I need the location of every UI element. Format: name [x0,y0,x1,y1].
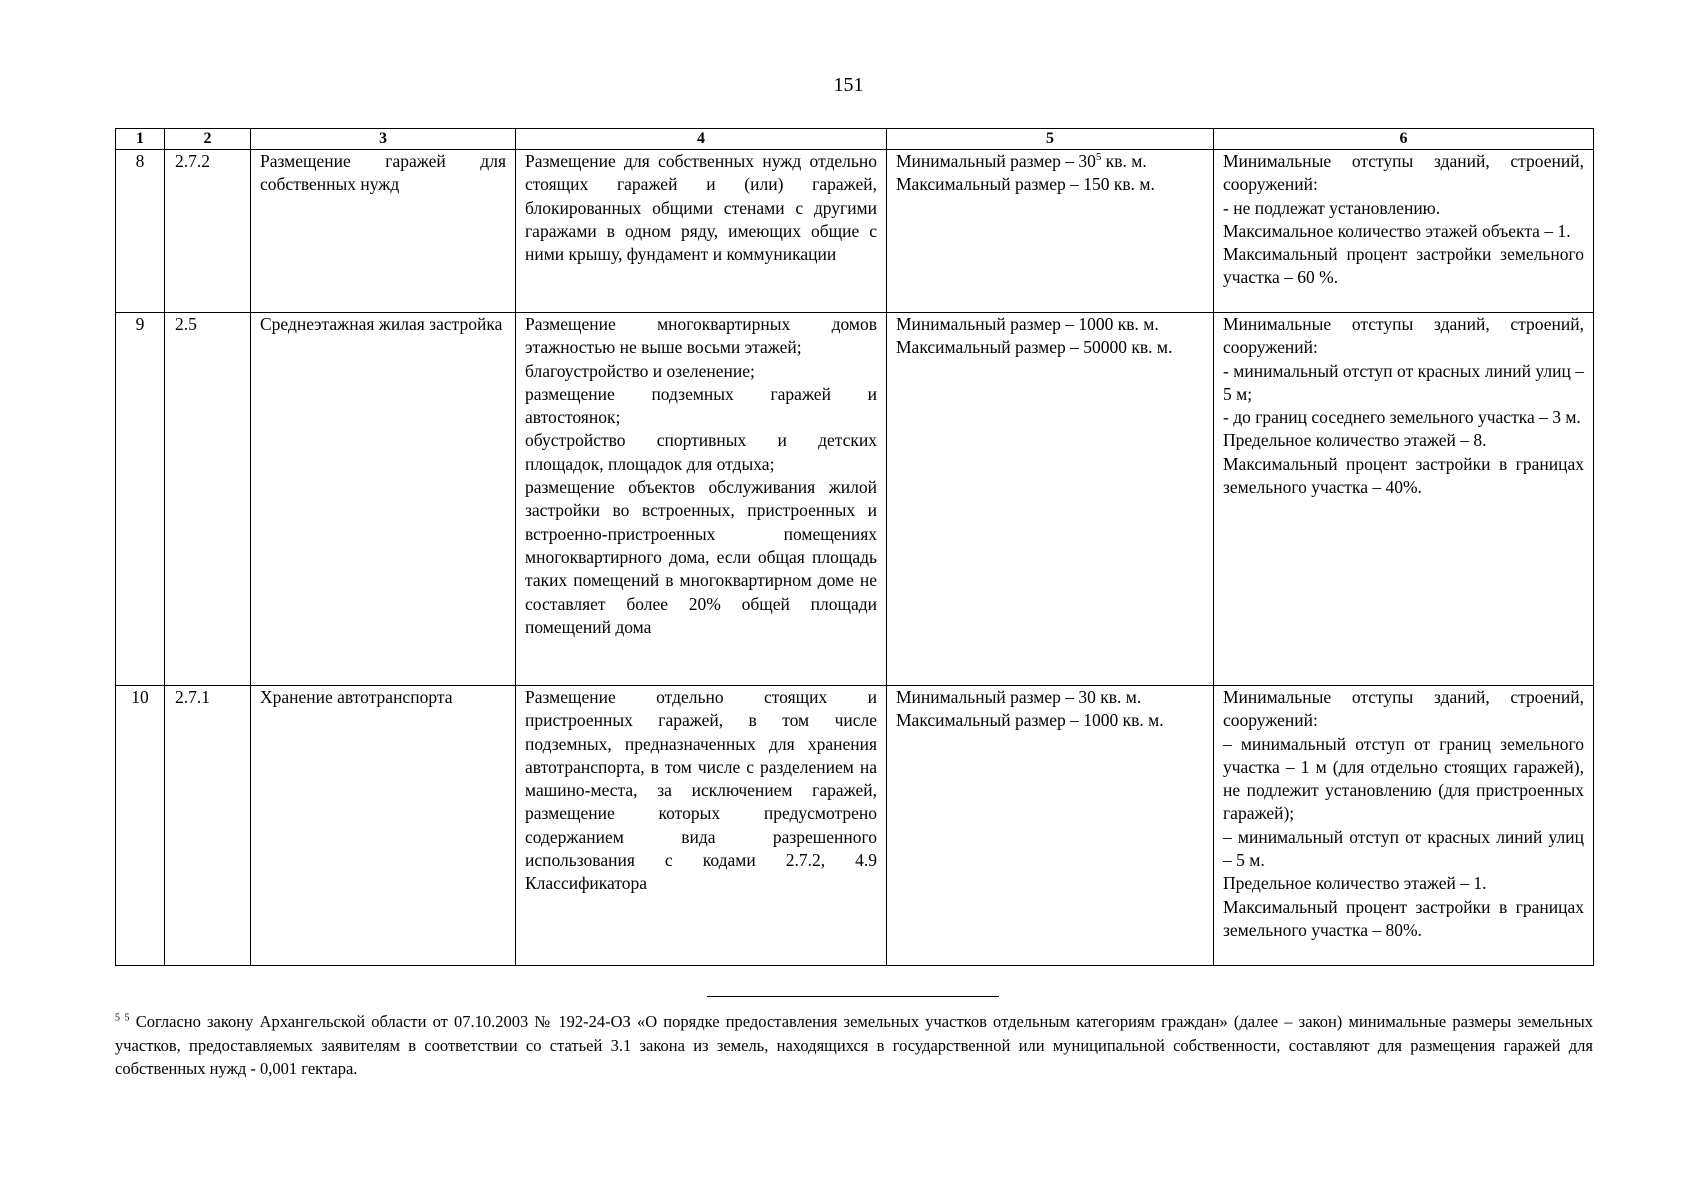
row-number: 10 [116,686,165,966]
max-size: Максимальный размер – 1000 кв. м. [896,710,1164,731]
max-size: Максимальный размер – 50000 кв. м. [896,337,1173,358]
min-size-text: Минимальный размер – 30 [896,151,1096,171]
build-params [1214,150,1594,313]
param-line: – минимальный отступ от границ земельного участка – 1 м (для отдельно стоящих гаражей), не подлежит установлению (для пристроенных гаражей); [1223,733,1584,824]
param-line: Минимальные отступы зданий, строений, сооружений: [1223,314,1584,358]
param-line: – минимальный отступ от красных линий улиц – 5 м. [1223,826,1584,871]
min-size [896,686,1204,709]
use-description [516,150,887,313]
max-size: Максимальный размер – 150 кв. м. [896,174,1155,195]
use-code: 2.5 [165,313,251,686]
build-params [1214,313,1594,686]
use-name: Размещение гаражей для собственных нужд [251,150,516,313]
plot-size [887,150,1214,313]
column-header-1: 1 [116,129,165,150]
min-size-text: Минимальный размер – 1000 кв. м. [896,314,1159,334]
footnote [115,1010,1593,1081]
table-row [116,686,1594,966]
param-line: Предельное количество этажей – 1. [1223,873,1487,894]
plot-size [887,313,1214,686]
description-line: размещение объектов обслуживания жилой застройки во встроенных, пристроенных и встроенно-пристроенных помещениях многоквартирного дома, если общая площадь таких помещений в многоквартирном доме не составляет более 20% общей площади помещений дома [525,477,877,637]
param-line: - не подлежат установлению. [1223,197,1441,218]
param-line: Максимальный процент застройки земельного участка – 60 %. [1223,244,1584,288]
footnote-text: Согласно закону Архангельской области от 07.10.2003 № 192-24-ОЗ «О порядке предоставления земельных участков отдельным категориям граждан» (далее – закон) минимальные размеры земельных участков, предоставляемых заявителям в соответствии со статьей 3.1 закона из земель, находящихся в государственной или муниципальной собственности, составляют для размещения гаражей для собственных нужд - 0,001 гектара. [115,1012,1593,1078]
plot-size [887,686,1214,966]
footnote-marker: 5 5 [115,1012,130,1024]
build-params [1214,686,1594,966]
use-description [516,313,887,686]
footnote-ref: 5 [1095,151,1102,164]
table-row [116,313,1594,686]
param-line: - минимальный отступ от красных линий улиц – 5 м; [1223,360,1584,404]
description-line: благоустройство и озеленение; [525,360,755,381]
use-name: Среднеэтажная жилая застройка [251,313,516,686]
column-header-2: 2 [165,129,251,150]
footnote-separator [707,996,999,997]
description-line: размещение подземных гаражей и автостоянок; [525,383,877,428]
min-size [896,150,1204,173]
description-line: Размещение для собственных нужд отдельно стоящих гаражей и (или) гаражей, блокированных общими стенами с другими гаражами в одном ряду, имеющих общие с ними крышу, фундамент и коммуникации [525,151,877,265]
use-code: 2.7.2 [165,150,251,313]
min-size [896,313,1204,336]
min-size-text: Минимальный размер – 30 кв. м. [896,687,1142,707]
param-line: Минимальные отступы зданий, строений, сооружений: [1223,151,1584,195]
column-header-6: 6 [1214,129,1594,150]
param-line: Предельное количество этажей – 8. [1223,430,1487,451]
use-description [516,686,887,966]
column-header-4: 4 [516,129,887,150]
min-size-unit: кв. м. [1101,151,1147,171]
table-header-row [116,129,1594,150]
param-line: - до границ соседнего земельного участка – 3 м. [1223,407,1581,428]
row-number: 8 [116,150,165,313]
description-line: Размещение отдельно стоящих и пристроенных гаражей, в том числе подземных, предназначенных для хранения автотранспорта, в том числе с разделением на машино-места, за исключением гаражей, размещение которых предусмотрено содержанием вида разрешенного использования с кодами 2.7.2, 4.9 Классификатора [525,687,877,894]
page-number: 151 [833,74,864,96]
column-header-5: 5 [887,129,1214,150]
table-row [116,150,1594,313]
column-header-3: 3 [251,129,516,150]
use-name: Хранение автотранспорта [251,686,516,966]
param-line: Максимальное количество этажей объекта – 1. [1223,220,1571,241]
description-line: Размещение многоквартирных домов этажностью не выше восьми этажей; [525,314,877,358]
param-line: Минимальные отступы зданий, строений, сооружений: [1223,687,1584,731]
param-line: Максимальный процент застройки в границах земельного участка – 40%. [1223,453,1584,498]
row-number: 9 [116,313,165,686]
land-use-table [115,128,1594,966]
description-line: обустройство спортивных и детских площадок, площадок для отдыха; [525,430,877,474]
param-line: Максимальный процент застройки в границах земельного участка – 80%. [1223,896,1584,940]
use-code: 2.7.1 [165,686,251,966]
